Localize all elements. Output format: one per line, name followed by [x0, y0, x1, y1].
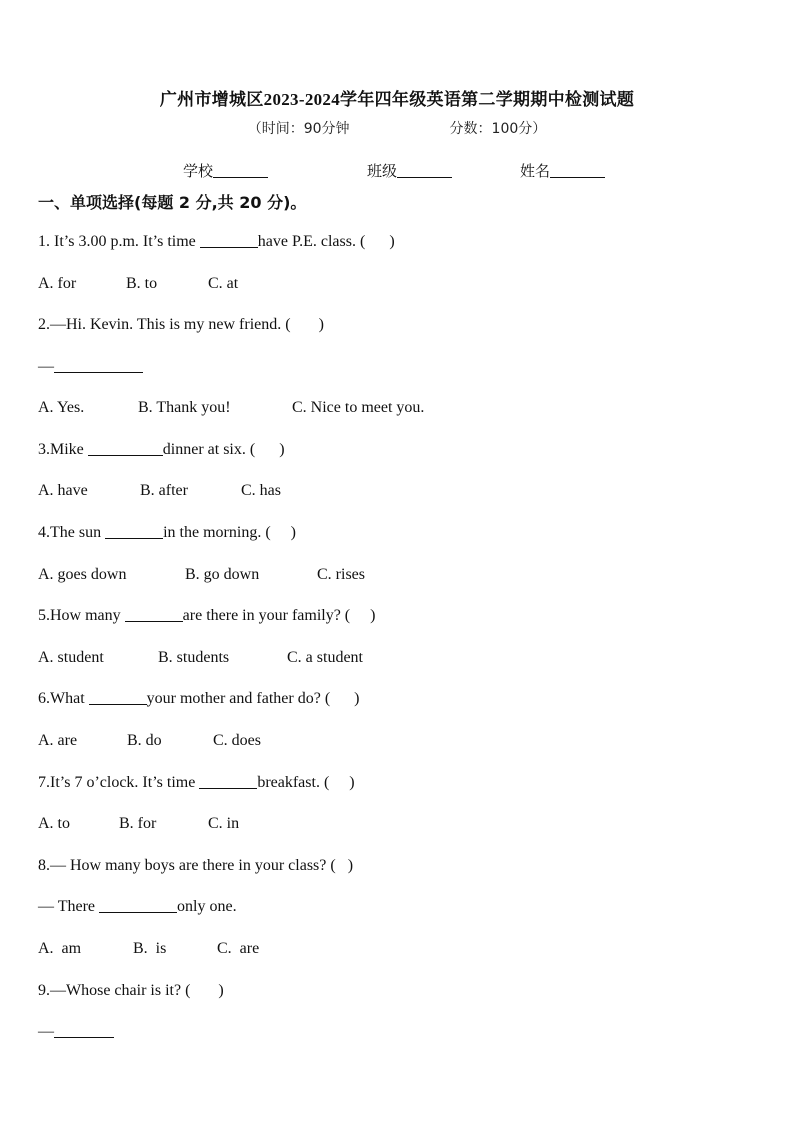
name-field — [520, 160, 605, 181]
option-b[interactable]: B. Thank you! — [138, 399, 231, 416]
option-b[interactable]: B. go down — [185, 566, 260, 583]
answer-blank[interactable] — [199, 774, 257, 789]
question-7-options — [38, 815, 239, 833]
question-2-answer: — — [38, 358, 143, 376]
class-label: 班级 — [367, 162, 398, 180]
option-c[interactable]: C. has — [241, 482, 281, 499]
option-a[interactable]: A. student — [38, 649, 104, 666]
option-a[interactable]: A. are — [38, 732, 78, 749]
option-b[interactable]: B. is — [133, 940, 167, 957]
answer-blank[interactable] — [125, 607, 183, 622]
question-9-answer: — — [38, 1023, 114, 1041]
question-6-options — [38, 732, 261, 750]
option-a[interactable]: A. am — [38, 940, 82, 957]
option-b[interactable]: B. students — [158, 649, 230, 666]
question-4: 4.The sun in the morning. ( ) — [38, 524, 296, 541]
exam-meta — [0, 118, 794, 138]
option-c[interactable]: C. in — [208, 815, 240, 832]
answer-blank[interactable] — [105, 524, 163, 539]
answer-blank[interactable] — [54, 358, 143, 373]
question-9: 9.—Whose chair is it? ( ) — [38, 982, 224, 999]
question-8: 8.— How many boys are there in your class? ( ) — [38, 857, 354, 874]
question-7: 7.It’s 7 o’clock. It’s time breakfast. ( ) — [38, 774, 355, 791]
option-b[interactable]: B. to — [126, 275, 158, 292]
question-3-options — [38, 482, 281, 500]
school-blank[interactable] — [213, 163, 268, 178]
option-a[interactable]: A. Yes. — [38, 399, 85, 416]
exam-title: 广州市增城区2023-2024学年四年级英语第二学期期中检测试题 — [159, 90, 635, 109]
exam-score: 分数：100分） — [449, 121, 547, 137]
option-b[interactable]: B. for — [119, 815, 157, 832]
class-blank[interactable] — [397, 163, 452, 178]
option-a[interactable]: A. goes down — [38, 566, 127, 583]
option-a[interactable]: A. have — [38, 482, 88, 499]
option-c[interactable]: C. are — [217, 940, 260, 957]
exam-time: （时间：90分钟 — [247, 121, 350, 137]
option-a[interactable]: A. for — [38, 275, 77, 292]
option-c[interactable]: C. Nice to meet you. — [292, 399, 425, 416]
answer-blank[interactable] — [200, 233, 258, 248]
option-a[interactable]: A. to — [38, 815, 70, 832]
option-b[interactable]: B. after — [140, 482, 188, 499]
question-4-options — [38, 566, 365, 584]
option-c[interactable]: C. rises — [317, 566, 365, 583]
name-label: 姓名 — [520, 162, 551, 180]
question-6: 6.What your mother and father do? ( ) — [38, 690, 360, 707]
class-field — [367, 160, 452, 181]
question-2: 2.—Hi. Kevin. This is my new friend. ( ) — [38, 316, 324, 333]
question-2-options — [38, 399, 424, 417]
section-heading: 一、单项选择(每题 2 分,共 20 分)。 — [38, 193, 307, 212]
school-label: 学校 — [183, 162, 214, 180]
answer-blank[interactable] — [88, 441, 163, 456]
answer-blank[interactable] — [89, 690, 147, 705]
school-field — [183, 160, 268, 181]
question-1: 1. It’s 3.00 p.m. It’s time have P.E. class. ( ) — [38, 233, 395, 250]
question-8-options — [38, 940, 259, 958]
name-blank[interactable] — [550, 163, 605, 178]
question-5: 5.How many are there in your family? ( ) — [38, 607, 376, 624]
answer-blank[interactable] — [54, 1023, 114, 1038]
question-5-options — [38, 649, 363, 667]
option-c[interactable]: C. does — [213, 732, 261, 749]
question-1-options — [38, 275, 238, 293]
question-8-line2: — There only one. — [38, 898, 237, 915]
option-c[interactable]: C. at — [208, 275, 239, 292]
option-c[interactable]: C. a student — [287, 649, 363, 666]
question-3: 3.Mike dinner at six. ( ) — [38, 441, 285, 458]
option-b[interactable]: B. do — [127, 732, 162, 749]
answer-blank[interactable] — [99, 898, 177, 913]
